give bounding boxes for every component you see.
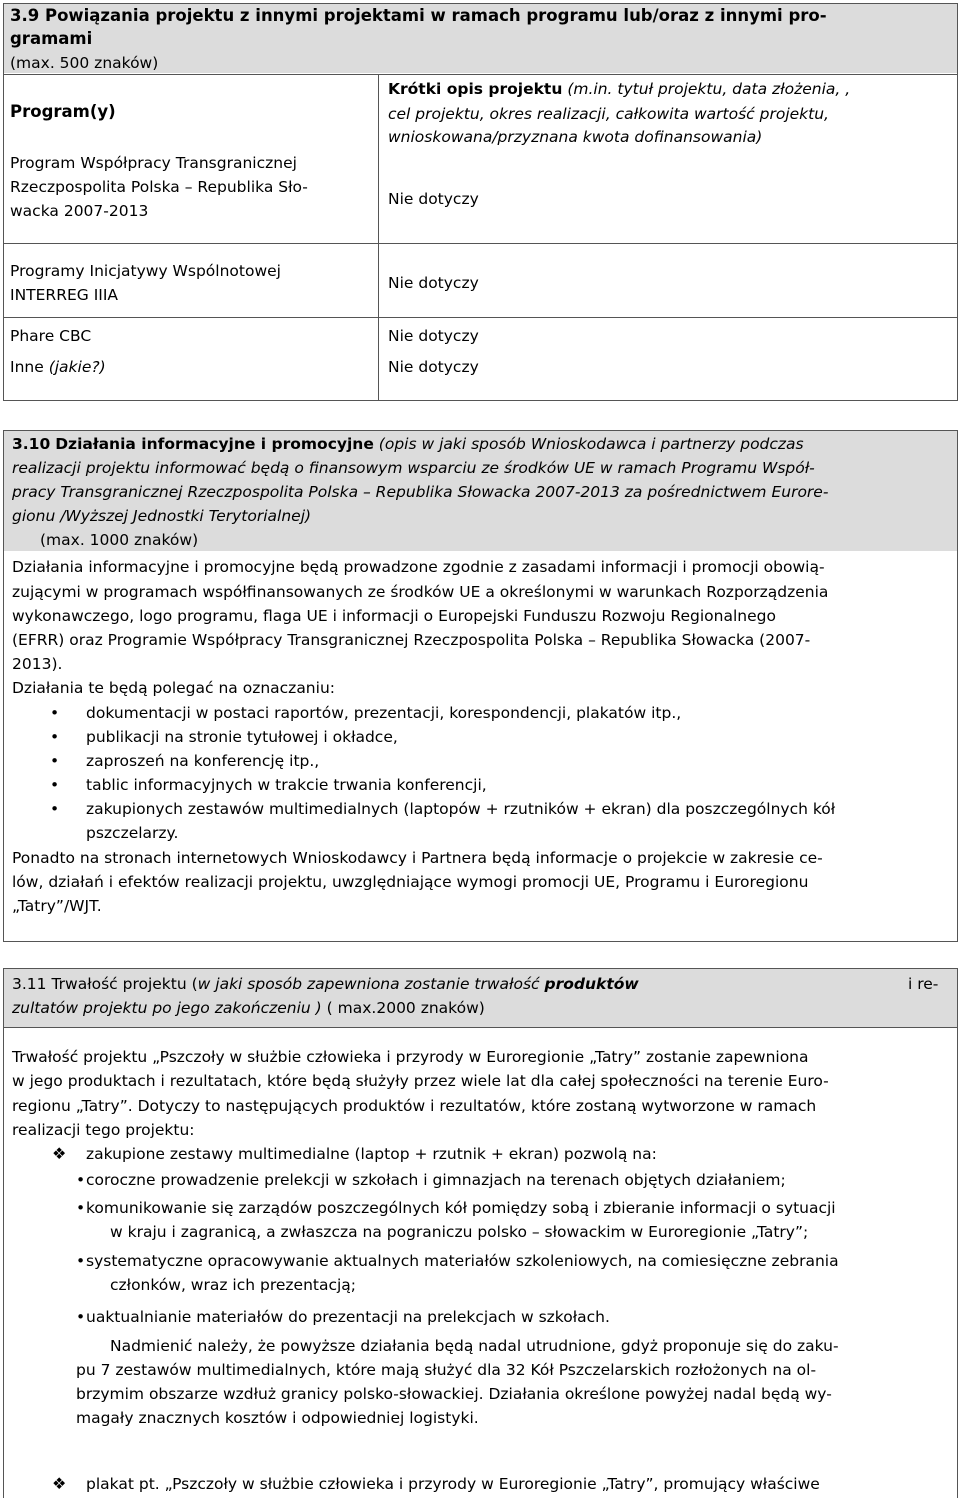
- section-3-10-title-l2: realizacji projektu informować będą o finansowym wsparciu ze środków UE w ramach Programu Współ-: [12, 459, 815, 477]
- border: [3, 941, 958, 942]
- bullet-dot-icon: •: [50, 776, 60, 794]
- s311-diamond-2: plakat pt. „Pszczoły w służbie człowieka i przyrody w Euroregionie „Tatry”, promujący właściwe: [86, 1475, 820, 1493]
- col-description-header: Krótki opis projektu (m.in. tytuł projektu, data złożenia, ,: [388, 80, 851, 98]
- border: [3, 243, 958, 244]
- border: [3, 968, 4, 1498]
- program-row-3: Phare CBC: [10, 327, 92, 345]
- diamond-bullet-icon: ❖: [52, 1144, 67, 1163]
- s310-para3-l3: „Tatry”/WJT.: [12, 897, 102, 915]
- s311-sub-4: uaktualnianie materiałów do prezentacji na prelekcjach w szkołach.: [86, 1308, 610, 1326]
- s311-para-l4: magały znacznych kosztów i odpowiedniej logistyki.: [76, 1409, 479, 1427]
- bullet-dot-icon: •: [76, 1171, 86, 1189]
- border: [378, 74, 379, 401]
- program-row-2-l2: INTERREG IIIA: [10, 286, 119, 304]
- col-description-header-l3: wnioskowana/przyznana kwota dofinansowania): [388, 128, 763, 146]
- bullet-dot-icon: •: [76, 1252, 86, 1270]
- program-row-4: Inne (jakie?): [10, 358, 106, 376]
- col-description-header-l2: cel projektu, okres realizacji, całkowita wartość projektu,: [388, 105, 829, 123]
- s311-intro-l4: realizacji tego projektu:: [12, 1121, 195, 1139]
- s310-para3-l2: lów, działań i efektów realizacji projektu, uwzględniające wymogi promocji UE, Programu i Euroregionu: [12, 873, 809, 891]
- section-3-10-title-l1: 3.10 Działania informacyjne i promocyjne (opis w jaki sposób Wnioskodawca i partnerzy podczas: [12, 435, 804, 453]
- section-3-11-title-l1: 3.11 Trwałość projektu (w jaki sposób zapewniona zostanie trwałość produktów: [12, 975, 639, 993]
- section-3-9-title-line2: gramami: [10, 29, 93, 48]
- col-programs-header: Program(y): [10, 102, 116, 121]
- diamond-bullet-icon: ❖: [52, 1474, 67, 1493]
- section-3-10-max: (max. 1000 znaków): [40, 531, 199, 549]
- s310-bullet-3: zaproszeń na konferencję itp.,: [86, 752, 320, 770]
- program-row-1-l2: Rzeczpospolita Polska – Republika Sło-: [10, 178, 308, 196]
- program-row-4-desc: Nie dotyczy: [388, 358, 479, 376]
- border: [3, 74, 958, 75]
- s310-bullet-2: publikacji na stronie tytułowej i okładce,: [86, 728, 398, 746]
- program-row-2-l1: Programy Inicjatywy Wspólnotowej: [10, 262, 281, 280]
- s310-bullet-5-cont: pszczelarzy.: [86, 824, 179, 842]
- s310-bullet-4: tablic informacyjnych w trakcie trwania konferencji,: [86, 776, 487, 794]
- border: [3, 400, 958, 401]
- s311-intro-l3: regionu „Tatry”. Dotyczy to następujących produktów i rezultatów, które zostaną wytworzone w ramach: [12, 1097, 817, 1115]
- border: [3, 1027, 958, 1028]
- section-3-11-title-l2: zultatów projektu po jego zakończeniu ) ( max.2000 znaków): [12, 999, 485, 1017]
- s311-diamond-1: zakupione zestawy multimedialne (laptop + rzutnik + ekran) pozwolą na:: [86, 1145, 657, 1163]
- section-3-11-title-l1-end: i re-: [908, 975, 939, 993]
- s310-para1-l4: (EFRR) oraz Programie Współpracy Transgranicznej Rzeczpospolita Polska – Republika Słowacka (2007-: [12, 631, 811, 649]
- s310-para3-l1: Ponadto na stronach internetowych Wnioskodawcy i Partnera będą informacje o projekcie w zakresie ce-: [12, 849, 823, 867]
- s311-para-l1: Nadmienić należy, że powyższe działania będą nadal utrudnione, gdyż proponuje się do zaku-: [110, 1337, 839, 1355]
- program-row-1-l1: Program Współpracy Transgranicznej: [10, 154, 297, 172]
- border: [957, 3, 958, 401]
- bullet-dot-icon: •: [50, 704, 60, 722]
- bullet-dot-icon: •: [76, 1308, 86, 1326]
- s311-sub-2-l2: w kraju i zagranicą, a zwłaszcza na pograniczu polsko – słowackim w Euroregionie „Tatry”;: [110, 1223, 809, 1241]
- s311-sub-3-l2: członków, wraz ich prezentacją;: [110, 1276, 357, 1294]
- s311-sub-3-l1: systematyczne opracowywanie aktualnych materiałów szkoleniowych, na comiesięczne zebrania: [86, 1252, 839, 1270]
- s311-sub-1: coroczne prowadzenie prelekcji w szkołach i gimnazjach na terenach objętych działaniem;: [86, 1171, 786, 1189]
- s311-intro-l2: w jego produktach i rezultatach, które będą służyły przez wiele lat dla całej społeczności na terenie Euro-: [12, 1072, 829, 1090]
- s311-para-l3: brzymim obszarze wzdłuż granicy polsko-słowackiej. Działania określone powyżej nadal będą wy-: [76, 1385, 832, 1403]
- s311-para-l2: pu 7 zestawów multimedialnych, które mają służyć dla 32 Kół Pszczelarskich rozłożonych na ol-: [76, 1361, 817, 1379]
- program-row-3-desc: Nie dotyczy: [388, 327, 479, 345]
- section-3-9-title-line1: 3.9 Powiązania projektu z innymi projektami w ramach programu lub/oraz z innymi pro-: [10, 6, 827, 25]
- border: [957, 430, 958, 942]
- bullet-dot-icon: •: [76, 1199, 86, 1217]
- section-3-10-title-l3: pracy Transgranicznej Rzeczpospolita Polska – Republika Słowacka 2007-2013 za pośrednictwem Eurore-: [12, 483, 829, 501]
- border: [3, 317, 958, 318]
- bullet-dot-icon: •: [50, 728, 60, 746]
- program-row-2-desc: Nie dotyczy: [388, 274, 479, 292]
- section-3-10-title-l4: gionu /Wyższej Jednostki Terytorialnej): [12, 507, 312, 525]
- s310-bullet-5: zakupionych zestawów multimedialnych (laptopów + rzutników + ekran) dla poszczególnych kół: [86, 800, 836, 818]
- section-3-9-max: (max. 500 znaków): [10, 54, 159, 72]
- program-row-1-l3: wacka 2007-2013: [10, 202, 149, 220]
- s311-intro-l1: Trwałość projektu „Pszczoły w służbie człowieka i przyrody w Euroregionie „Tatry” zostanie zapewniona: [12, 1048, 809, 1066]
- border: [3, 3, 4, 401]
- border: [3, 3, 958, 4]
- s310-para1-l1: Działania informacyjne i promocyjne będą prowadzone zgodnie z zasadami informacji i promocji obowią-: [12, 558, 825, 576]
- s310-para1-l5: 2013).: [12, 655, 63, 673]
- s310-para2: Działania te będą polegać na oznaczaniu:: [12, 679, 335, 697]
- bullet-dot-icon: •: [50, 800, 60, 818]
- border: [957, 968, 958, 1498]
- s310-para1-l3: wykonawczego, logo programu, flaga UE i informacji o Europejski Funduszu Rozwoju Regionalnego: [12, 607, 776, 625]
- bullet-dot-icon: •: [50, 752, 60, 770]
- program-row-1-desc: Nie dotyczy: [388, 190, 479, 208]
- s310-para1-l2: zującymi w programach współfinansowanych ze środków UE a określonymi w warunkach Rozporządzenia: [12, 583, 829, 601]
- s310-bullet-1: dokumentacji w postaci raportów, prezentacji, korespondencji, plakatów itp.,: [86, 704, 682, 722]
- s311-sub-2-l1: komunikowanie się zarządów poszczególnych kół pomiędzy sobą i zbieranie informacji o sytuacji: [86, 1199, 836, 1217]
